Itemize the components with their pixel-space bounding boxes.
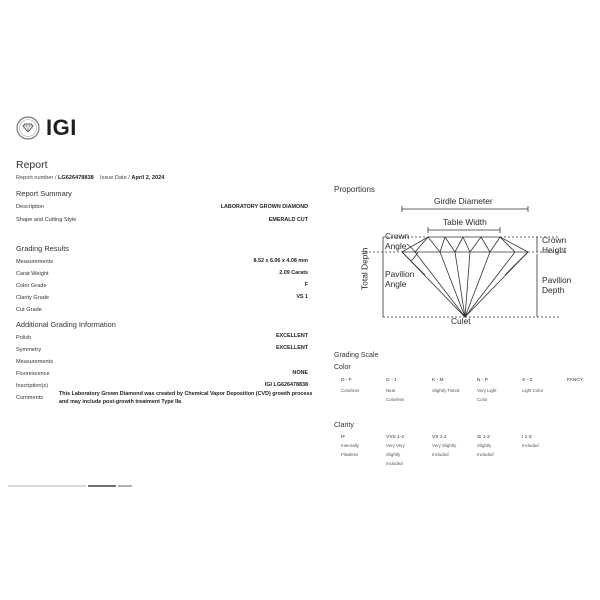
color-grade-desc: Slightly Tinted	[432, 388, 460, 393]
grading-label: Cut Grade	[16, 307, 42, 313]
pavilion-depth-label: Pavilion Depth	[542, 275, 572, 295]
color-grade-code: S - Z	[522, 378, 533, 383]
color-grade-code: D - F	[341, 378, 352, 383]
additional-title: Additional Grading Information	[16, 320, 116, 329]
report-number-label: Report number /	[16, 175, 57, 181]
grading-label: Color Grade	[16, 283, 47, 289]
additional-value: EXCELLENT	[275, 345, 308, 351]
diamond-proportions-diagram	[355, 195, 580, 330]
clarity-grade-code: VS 1-2	[432, 435, 447, 440]
pavilion-angle-arc	[411, 252, 418, 261]
additional-value: IGI LG626478838	[264, 382, 308, 388]
report-number: LG626478838	[57, 175, 94, 181]
crown-height-label: Crown Height	[542, 235, 567, 255]
additional-label: Measurements	[16, 359, 53, 365]
color-grade-desc: Near Colorless	[386, 388, 405, 402]
additional-value: NONE	[292, 370, 308, 376]
clarity-scale-title: Clarity	[334, 422, 354, 429]
igi-logo	[16, 115, 77, 141]
summary-label: Shape and Cutting Style	[16, 217, 77, 223]
footer-divider	[118, 485, 132, 487]
pavilion-angle-label: Pavilion Angle	[385, 269, 415, 289]
issue-date: April 2, 2024	[131, 175, 165, 181]
proportions-title: Proportions	[334, 185, 375, 194]
comments-text: This Laboratory Grown Diamond was created by Chemical Vapor Deposition (CVD) growth process and may include post-growth treatment Type IIa	[59, 391, 313, 405]
grading-label: Measurements	[16, 259, 53, 265]
color-scale-title: Color	[334, 364, 351, 371]
report-title: Report	[16, 159, 48, 171]
color-grade-code: K - M	[432, 378, 444, 383]
summary-title: Report Summary	[16, 189, 72, 198]
grading-value: VS 1	[296, 294, 308, 300]
logo-text: IGI	[46, 115, 77, 140]
grading-value: F	[304, 282, 308, 288]
clarity-grade-desc: Very Very Slightly Included	[386, 443, 405, 466]
grading-label: Clarity Grade	[16, 295, 49, 301]
girdle-diameter-label: Girdle Diameter	[434, 196, 493, 206]
crown-outline	[402, 237, 528, 252]
color-grade-code: N - P	[477, 378, 488, 383]
color-grade-desc: Light Color	[522, 388, 544, 393]
igi-seal-icon	[16, 116, 40, 140]
color-grade-code: G - J	[386, 378, 397, 383]
clarity-grade-code: SI 1-2	[477, 435, 490, 440]
additional-label: Polish	[16, 335, 32, 341]
summary-value: LABORATORY GROWN DIAMOND	[220, 204, 308, 210]
grading-scale-title: Grading Scale	[334, 352, 379, 359]
clarity-grade-desc: Very Slightly Included	[432, 443, 457, 457]
comments-label: Comments	[16, 395, 44, 401]
grading-title: Grading Results	[16, 244, 69, 253]
clarity-grade-code: I 1-3	[522, 435, 532, 440]
footer-divider-active	[88, 485, 116, 487]
clarity-grade-code: VVS 1-2	[386, 435, 404, 440]
color-grade-desc: Very Light Color	[477, 388, 497, 402]
clarity-grade-desc: Included	[522, 443, 539, 448]
pavilion-outline	[402, 252, 528, 317]
clarity-grade-desc: Slightly Included	[477, 443, 494, 457]
summary-label: Description	[16, 204, 44, 210]
grading-value: 8.52 x 6.06 x 4.08 mm	[253, 258, 308, 264]
color-grade-code: FANCY	[567, 378, 583, 383]
additional-label: Fluorescence	[16, 371, 50, 377]
clarity-grade-code: IF	[341, 435, 346, 440]
summary-value: EMERALD CUT	[268, 217, 308, 223]
additional-value: EXCELLENT	[275, 333, 308, 339]
clarity-grade-desc: Internally Flawless	[341, 443, 359, 457]
crown-angle-label: Crown Angle	[385, 231, 410, 251]
report-meta	[16, 175, 164, 181]
total-depth-label: Total Depth	[359, 247, 370, 290]
grading-label: Carat Weight	[16, 271, 49, 277]
color-grade-desc: Colorless	[341, 388, 360, 393]
grading-value: 2.09 Carats	[279, 270, 308, 276]
issue-date-label: Issue Date /	[99, 175, 130, 181]
table-width-label: Table Width	[443, 217, 487, 227]
additional-label: Symmetry	[16, 347, 42, 353]
additional-label: Inscription(s)	[16, 383, 49, 389]
footer-divider	[8, 485, 86, 487]
culet-label: Culet	[451, 316, 471, 326]
